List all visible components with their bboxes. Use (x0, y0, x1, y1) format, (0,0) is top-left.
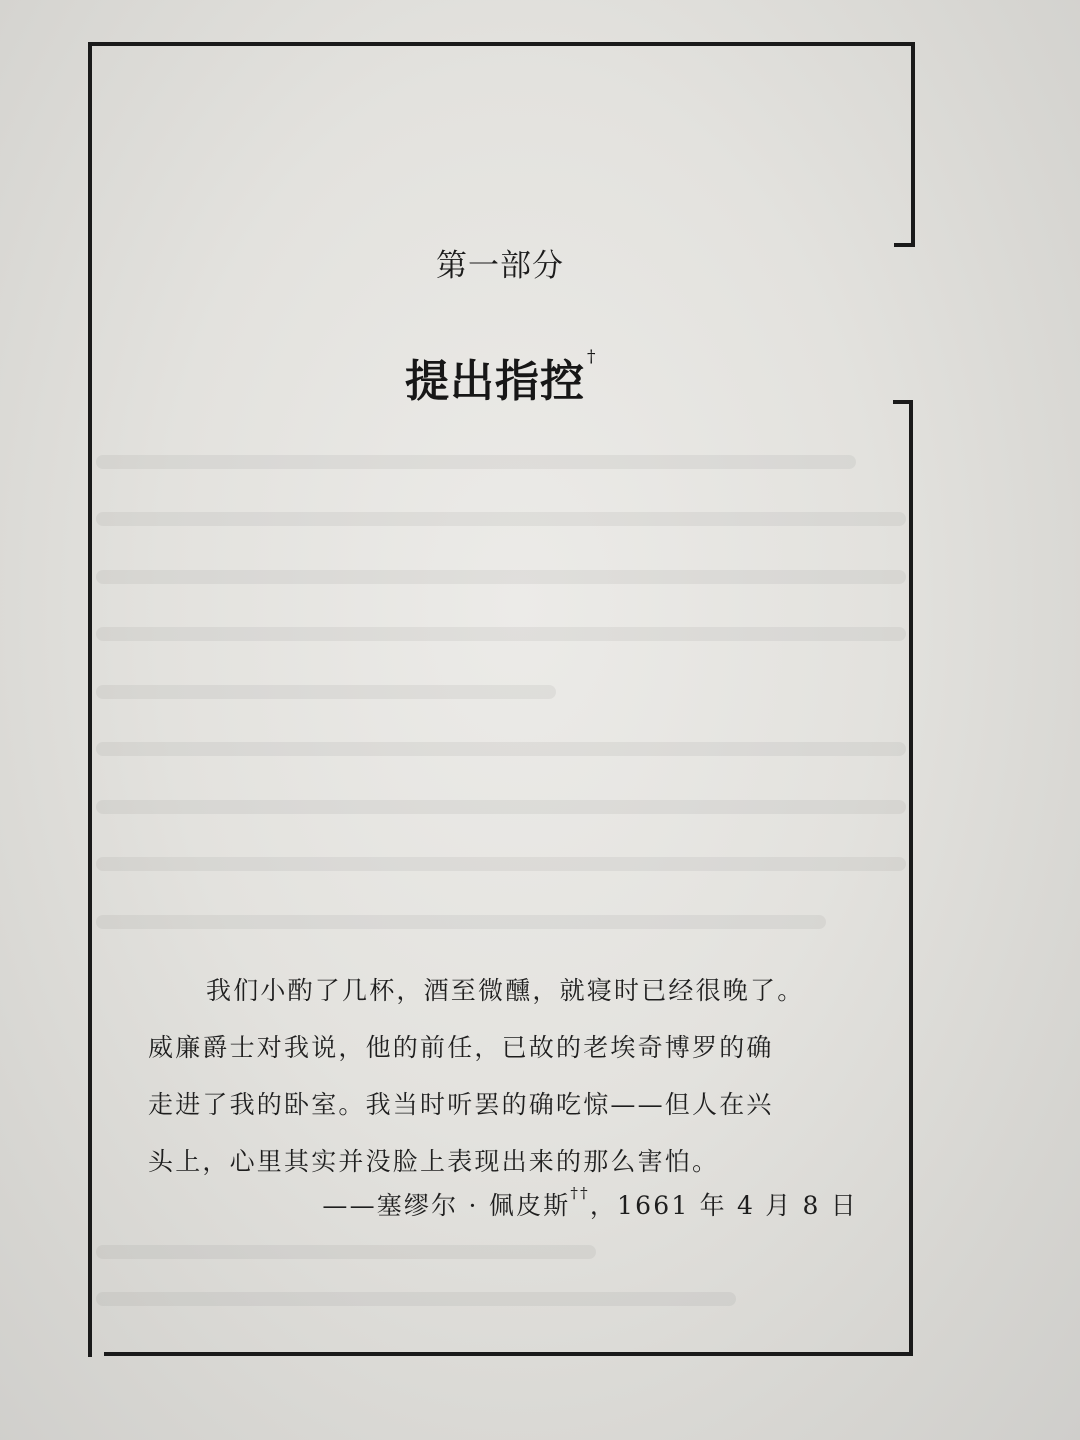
frame-right-upper-border (911, 42, 915, 246)
attribution-author: ——塞缪尔 · 佩皮斯 (322, 1191, 571, 1220)
frame-right-lower-hook (893, 400, 913, 404)
part-heading: 第一部分 (436, 248, 564, 284)
bleed-through-line (96, 915, 826, 929)
epigraph-line: 我们小酌了几杯，酒至微醺，就寝时已经很晚了。 (206, 976, 805, 1005)
frame-bottom-border (104, 1352, 910, 1356)
bleed-through-line (96, 857, 906, 871)
epigraph-quote (148, 962, 868, 1190)
bleed-through-line (96, 1292, 736, 1306)
frame-top-border (88, 42, 915, 46)
bleed-through-line (96, 627, 906, 641)
epigraph-attribution (322, 1186, 858, 1222)
frame-right-lower-border (909, 400, 913, 1356)
bleed-through-line (96, 1245, 596, 1259)
bleed-through-line (96, 800, 906, 814)
chapter-title-text: 提出指控 (405, 356, 585, 407)
chapter-title (405, 345, 597, 409)
bleed-through-line (96, 570, 906, 584)
attribution-date: ，1661 年 4 月 8 日 (589, 1191, 858, 1220)
bleed-through-line (96, 742, 906, 756)
attribution-footnote-mark: †† (570, 1184, 590, 1202)
epigraph-line: 走进了我的卧室。我当时听罢的确吃惊——但人在兴 (148, 1090, 774, 1119)
bleed-through-line (96, 512, 906, 526)
epigraph-line: 威廉爵士对我说，他的前任，已故的老埃奇博罗的确 (148, 1033, 774, 1062)
epigraph-line: 头上，心里其实并没脸上表现出来的那么害怕。 (148, 1147, 720, 1176)
bleed-through-line (96, 685, 556, 699)
bleed-through-line (96, 455, 856, 469)
chapter-footnote-mark: † (587, 347, 597, 367)
